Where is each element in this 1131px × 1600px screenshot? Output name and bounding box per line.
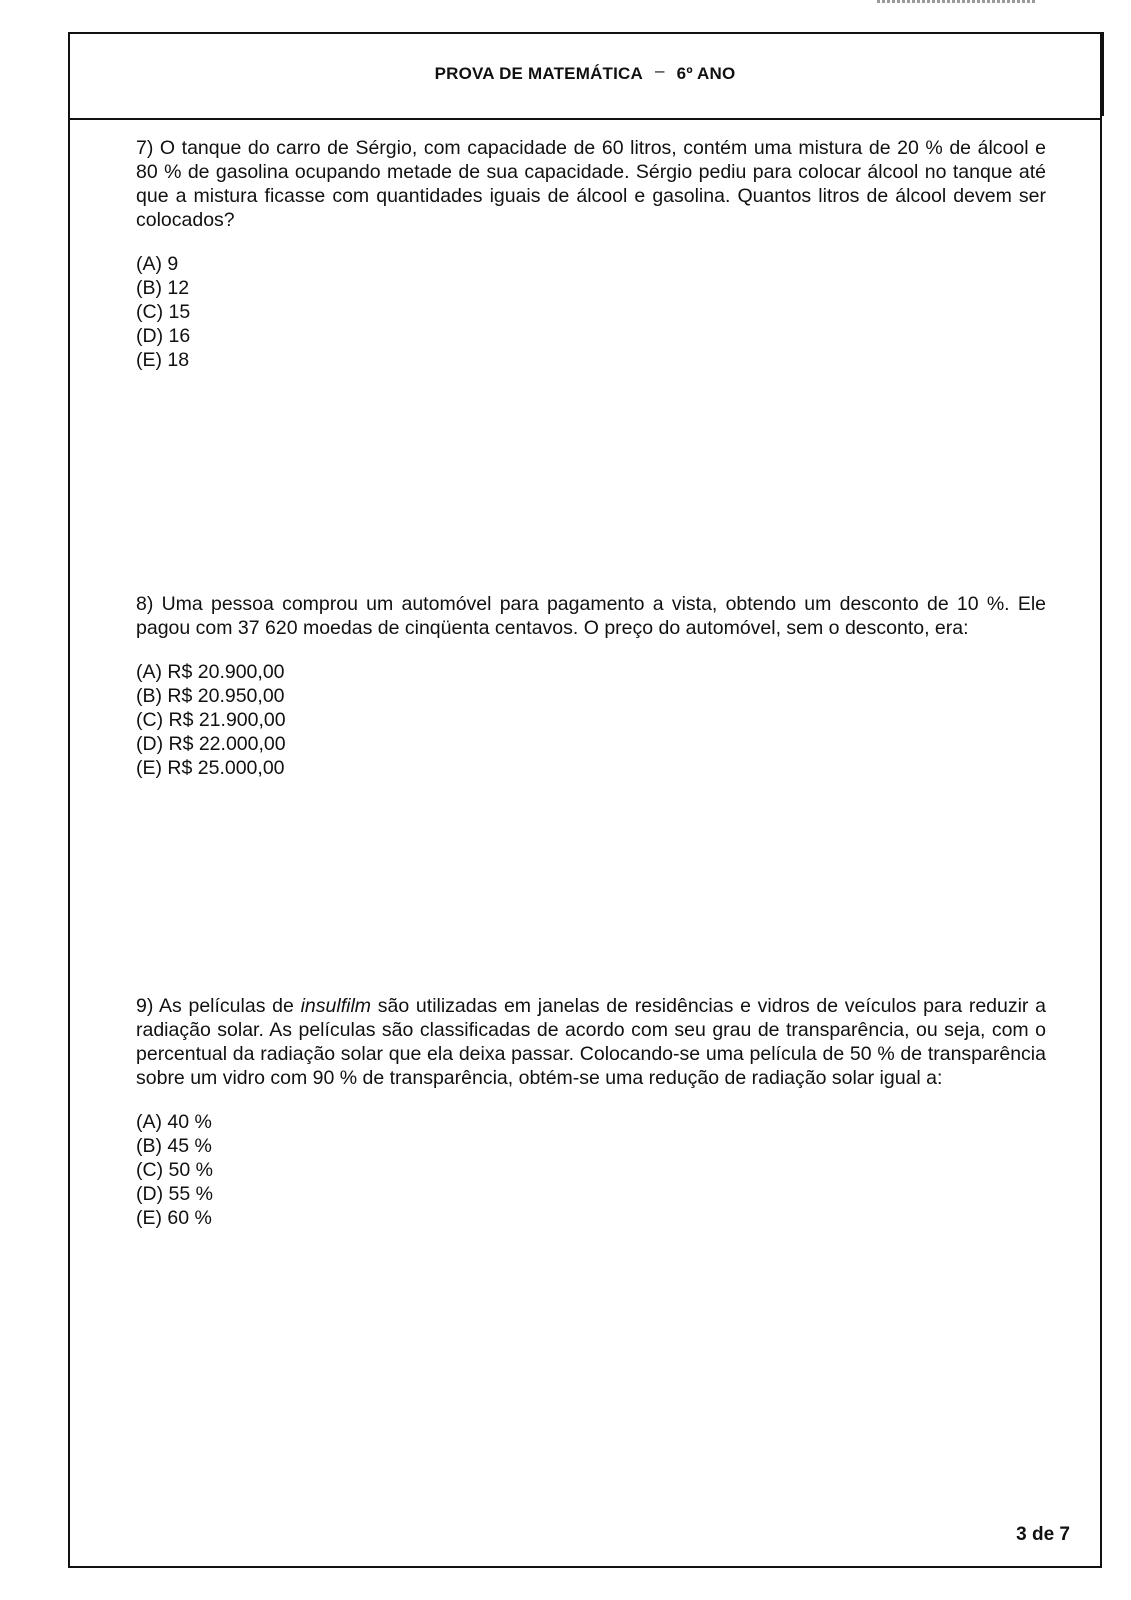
- exam-grade: 6º ANO: [676, 64, 736, 83]
- option-e: (E) R$ 25.000,00: [136, 757, 285, 779]
- question-9-text: [136, 994, 1046, 1090]
- question-8: [136, 592, 1046, 780]
- option-e: (E) 18: [136, 349, 190, 371]
- question-7-options: [136, 252, 1046, 372]
- option-d: (D) R$ 22.000,00: [136, 733, 286, 755]
- page-number: 3 de 7: [1016, 1524, 1070, 1545]
- question-7: [136, 136, 1046, 372]
- option-c: (C) R$ 21.900,00: [136, 709, 286, 731]
- title-dash: –: [655, 61, 665, 80]
- option-c: (C) 15: [136, 301, 191, 323]
- option-d: (D) 16: [136, 325, 191, 347]
- question-9-italic-term: insulfilm: [300, 995, 372, 1017]
- option-e: (E) 60 %: [136, 1207, 212, 1229]
- option-b: (B) 12: [136, 277, 190, 299]
- question-7-text: 7) O tanque do carro de Sérgio, com capacidade de 60 litros, contém uma mistura de 20 % de álcool e 80 % de gasolina ocupando metade de sua capacidade. Sérgio pediu para colocar álcool no tanque até que a mistura ficasse com quantidades iguais de álcool e gasolina. Quantos litros de álcool devem ser colocados?: [136, 137, 1046, 231]
- option-a: (A) 9: [136, 253, 179, 275]
- question-9-text-start: 9) As películas de: [136, 995, 301, 1017]
- page-header: [70, 34, 1100, 120]
- scan-artifact: [877, 0, 1037, 3]
- option-b: (B) R$ 20.950,00: [136, 685, 285, 707]
- question-8-text: 8) Uma pessoa comprou um automóvel para pagamento a vista, obtendo um desconto de 10 %. Ele pagou com 37 620 moedas de cinqüenta centavos. O preço do automóvel, sem o desconto, era:: [136, 593, 1046, 639]
- option-a: (A) 40 %: [136, 1111, 212, 1133]
- header-title-line: [70, 61, 1100, 84]
- question-9-options: [136, 1110, 1046, 1230]
- option-b: (B) 45 %: [136, 1135, 212, 1157]
- question-8-options: [136, 660, 1046, 780]
- page-frame: [68, 32, 1102, 1568]
- exam-title: PROVA DE MATEMÁTICA: [434, 64, 644, 83]
- question-9-text-end: são utilizadas em janelas de residências e vidros de veículos para reduzir a radiação solar. As películas são classificadas de acordo com seu grau de transparência, ou seja, com o percentual da radiação solar que ela deixa passar. Colocando-se uma película de 50 % de transparência sobre um vidro com 90 % de transparência, obtém-se uma redução de radiação solar igual a:: [136, 995, 1047, 1089]
- option-d: (D) 55 %: [136, 1183, 213, 1205]
- option-a: (A) R$ 20.900,00: [136, 661, 285, 683]
- option-c: (C) 50 %: [136, 1159, 213, 1181]
- question-9: [136, 994, 1046, 1230]
